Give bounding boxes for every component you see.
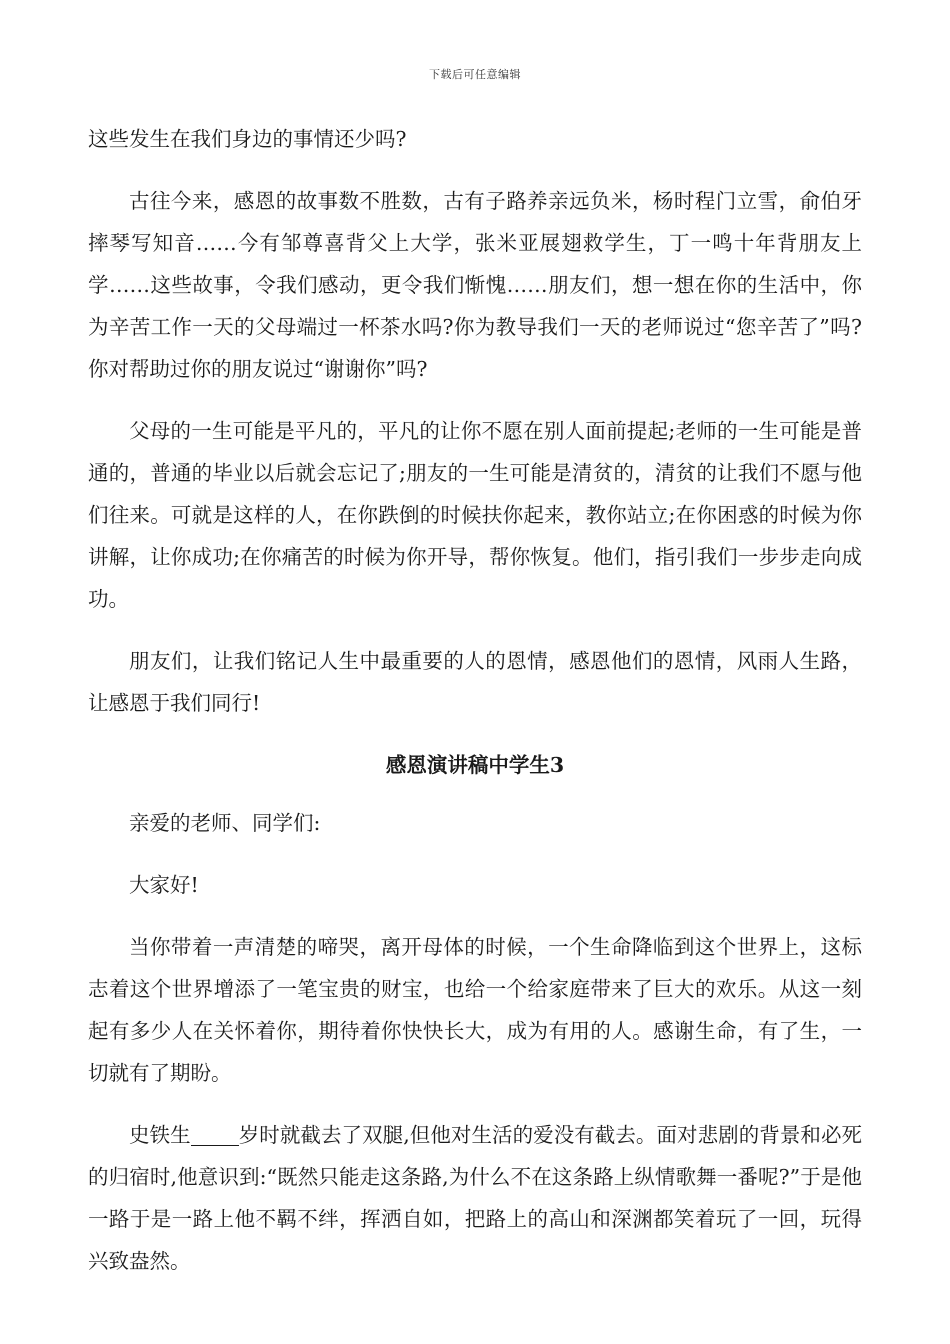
paragraph-closing-call: 朋友们，让我们铭记人生中最重要的人的恩情，感恩他们的恩情，风雨人生路，让感恩于我们同行! [88, 649, 862, 715]
section-title: 感恩演讲稿中学生3 [385, 753, 565, 777]
paragraph-shi-tiesheng [88, 1114, 862, 1282]
paragraph-shi-tiesheng-start: 史铁生 [129, 1123, 191, 1147]
document-body [88, 118, 862, 1302]
paragraph-ordinary-people: 父母的一生可能是平凡的，平凡的让你不愿在别人面前提起;老师的一生可能是普通的，普通的毕业以后就会忘记了;朋友的一生可能是清贫的，清贫的让我们不愿与他们往来。可就是这样的人，在你跌倒的时候扶你起来，教你站立;在你困惑的时候为你讲解，让你成功;在你痛苦的时候为你开导，帮你恢复。他们，指引我们一步步走向成功。 [88, 419, 862, 611]
paragraph-birth-of-life: 当你带着一声清楚的啼哭，离开母体的时候，一个生命降临到这个世界上，这标志着这个世界增添了一笔宝贵的财宝，也给一个给家庭带来了巨大的欢乐。从这一刻起有多少人在关怀着你，期待着你快快长大，成为有用的人。感谢生命，有了生，一切就有了期盼。 [88, 935, 862, 1085]
paragraph-gratitude-stories: 古往今来，感恩的故事数不胜数，古有子路养亲远负米，杨时程门立雪，俞伯牙摔琴写知音……今有邹尊喜背父上大学，张米亚展翅救学生，丁一鸣十年背朋友上学……这些故事，令我们感动，更令我们惭愧……朋友们，想一想在你的生活中，你为辛苦工作一天的父母端过一杯茶水吗?你为教导我们一天的老师说过“您辛苦了”吗?你对帮助过你的朋友说过“谢谢你”吗? [88, 189, 862, 381]
paragraph-shi-tiesheng-rest: 岁时就截去了双腿,但他对生活的爱没有截去。面对悲剧的背景和必死的归宿时,他意识到:“既然只能走这条路,为什么不在这条路上纵情歌舞一番呢?”于是他一路于是一路上他不羁不绊，挥洒自如，把路上的高山和深渊都笑着玩了一回，玩得兴致盎然。 [88, 1123, 863, 1273]
paragraph-salutation: 亲爱的老师、同学们: [129, 811, 321, 835]
page-header-note: 下载后可任意编辑 [429, 68, 521, 81]
fill-in-blank [191, 1125, 239, 1146]
paragraph-intro-question: 这些发生在我们身边的事情还少吗? [88, 127, 407, 151]
paragraph-greeting: 大家好! [129, 873, 199, 897]
